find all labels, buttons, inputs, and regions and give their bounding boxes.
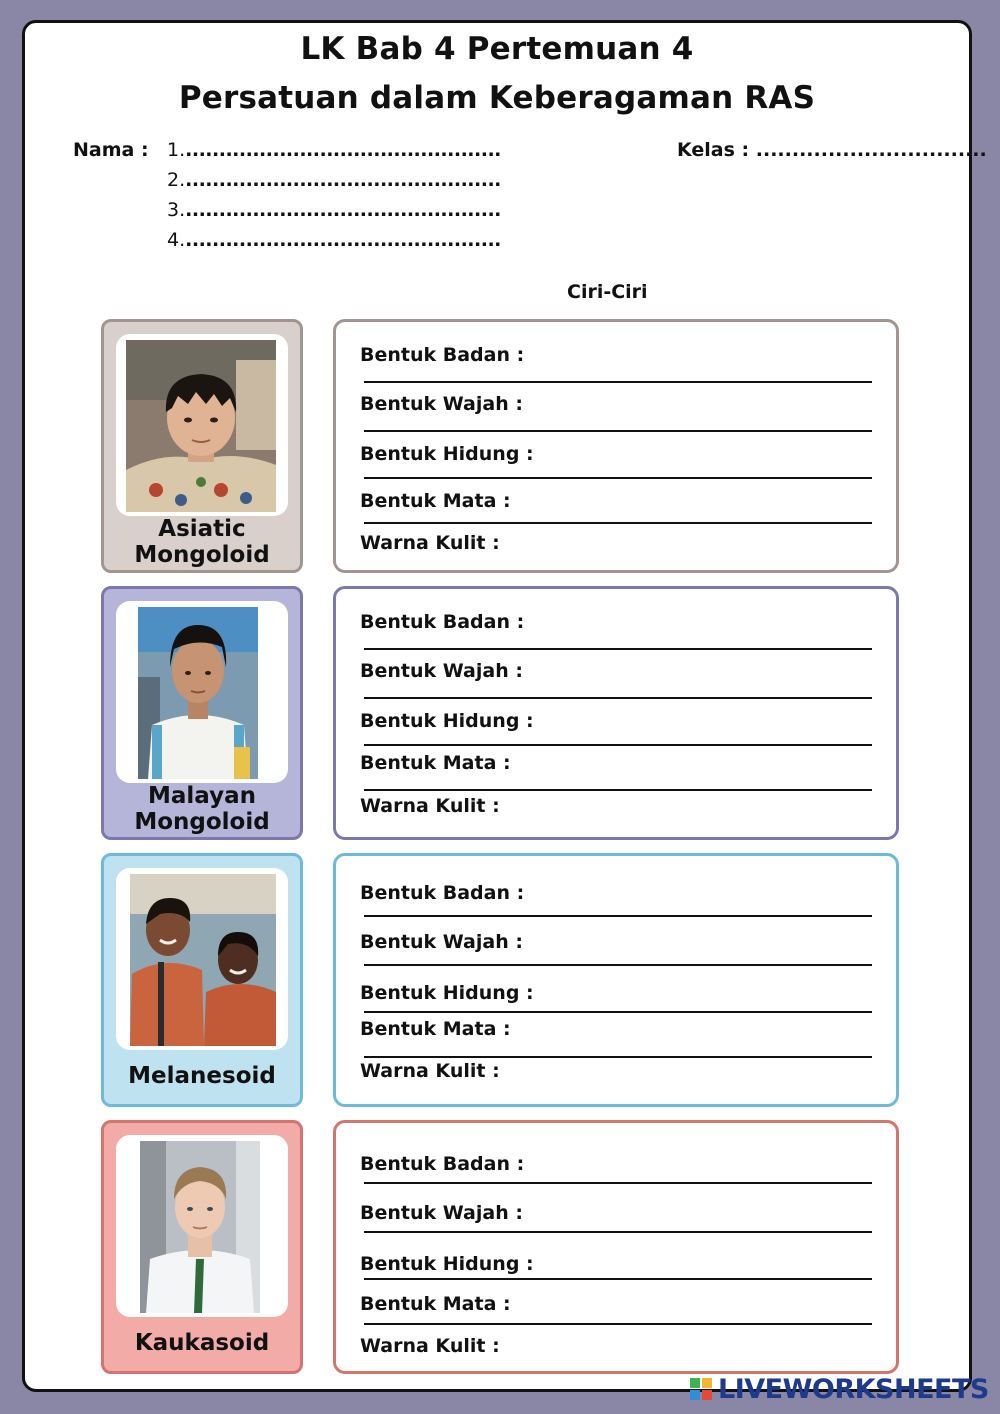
nama-label: Nama :: [73, 139, 149, 161]
ciri-panel-kaukasoid: [333, 1120, 899, 1374]
worksheet-title: LK Bab 4 Pertemuan 4: [300, 31, 694, 67]
answer-line-bentuk-badan[interactable]: [364, 915, 872, 917]
answer-line-bentuk-mata[interactable]: [364, 789, 872, 791]
answer-line-bentuk-hidung[interactable]: [364, 744, 872, 746]
field-bentuk-hidung: Bentuk Hidung :: [360, 710, 534, 732]
answer-line-bentuk-wajah[interactable]: [364, 697, 872, 699]
ciri-panel-asiatic-mongoloid: [333, 319, 899, 573]
worksheet-page: [22, 20, 987, 1392]
field-warna-kulit: Warna Kulit :: [360, 1335, 500, 1357]
name-slot-1[interactable]: 1................................................: [167, 139, 501, 161]
worksheet-subtitle: Persatuan dalam Keberagaman RAS: [178, 80, 816, 116]
field-bentuk-badan: Bentuk Badan :: [360, 882, 525, 904]
answer-line-bentuk-mata[interactable]: [364, 1056, 872, 1058]
answer-line-bentuk-wajah[interactable]: [364, 964, 872, 966]
field-bentuk-wajah: Bentuk Wajah :: [360, 931, 523, 953]
field-warna-kulit: Warna Kulit :: [360, 1060, 500, 1082]
ciri-panel-malayan-mongoloid: [333, 586, 899, 840]
race-label: Malayan Mongoloid: [134, 783, 270, 835]
answer-line-bentuk-wajah[interactable]: [364, 1231, 872, 1233]
answer-line-bentuk-hidung[interactable]: [364, 1011, 872, 1013]
answer-line-bentuk-badan[interactable]: [364, 381, 872, 383]
answer-line-bentuk-mata[interactable]: [364, 1323, 872, 1325]
photo-students-melanesoid: [130, 874, 276, 1046]
field-bentuk-hidung: Bentuk Hidung :: [360, 982, 534, 1004]
photo-frame: [116, 1135, 288, 1317]
field-bentuk-badan: Bentuk Badan :: [360, 344, 525, 366]
race-card-kaukasoid: [101, 1120, 303, 1374]
kelas-field[interactable]: Kelas : ................................: [677, 139, 987, 161]
answer-line-bentuk-hidung[interactable]: [364, 1278, 872, 1280]
field-bentuk-mata: Bentuk Mata :: [360, 1018, 511, 1040]
race-card-melanesoid: [101, 853, 303, 1107]
field-bentuk-badan: Bentuk Badan :: [360, 611, 525, 633]
photo-girl-malayan: [138, 607, 258, 779]
field-bentuk-wajah: Bentuk Wajah :: [360, 393, 523, 415]
answer-line-bentuk-hidung[interactable]: [364, 477, 872, 479]
liveworksheets-watermark: LIVEWORKSHEETS: [690, 1374, 989, 1405]
field-warna-kulit: Warna Kulit :: [360, 532, 500, 554]
field-bentuk-wajah: Bentuk Wajah :: [360, 660, 523, 682]
name-slot-2[interactable]: 2................................................: [167, 169, 501, 191]
race-card-malayan-mongoloid: [101, 586, 303, 840]
photo-boy-asiatic: [126, 340, 276, 512]
photo-frame: [116, 334, 288, 516]
race-card-asiatic-mongoloid: [101, 319, 303, 573]
answer-line-bentuk-badan[interactable]: [364, 648, 872, 650]
answer-line-bentuk-badan[interactable]: [364, 1182, 872, 1184]
name-slot-4[interactable]: 4................................................: [167, 229, 501, 251]
field-bentuk-badan: Bentuk Badan :: [360, 1153, 525, 1175]
photo-boy-kaukasoid: [140, 1141, 260, 1313]
field-bentuk-hidung: Bentuk Hidung :: [360, 1253, 534, 1275]
field-bentuk-mata: Bentuk Mata :: [360, 490, 511, 512]
liveworksheets-logo-icon: [690, 1378, 712, 1400]
answer-line-bentuk-mata[interactable]: [364, 522, 872, 524]
name-slot-3[interactable]: 3................................................: [167, 199, 501, 221]
field-bentuk-mata: Bentuk Mata :: [360, 752, 511, 774]
field-bentuk-wajah: Bentuk Wajah :: [360, 1202, 523, 1224]
field-warna-kulit: Warna Kulit :: [360, 795, 500, 817]
ciri-panel-melanesoid: [333, 853, 899, 1107]
photo-frame: [116, 601, 288, 783]
race-label: Melanesoid: [128, 1063, 276, 1089]
section-title: Ciri-Ciri: [567, 281, 648, 303]
answer-line-bentuk-wajah[interactable]: [364, 430, 872, 432]
race-label: Asiatic Mongoloid: [134, 516, 270, 568]
name-slot-list: [167, 135, 501, 255]
field-bentuk-mata: Bentuk Mata :: [360, 1293, 511, 1315]
field-bentuk-hidung: Bentuk Hidung :: [360, 443, 534, 465]
race-label: Kaukasoid: [134, 1330, 270, 1356]
photo-frame: [116, 868, 288, 1050]
